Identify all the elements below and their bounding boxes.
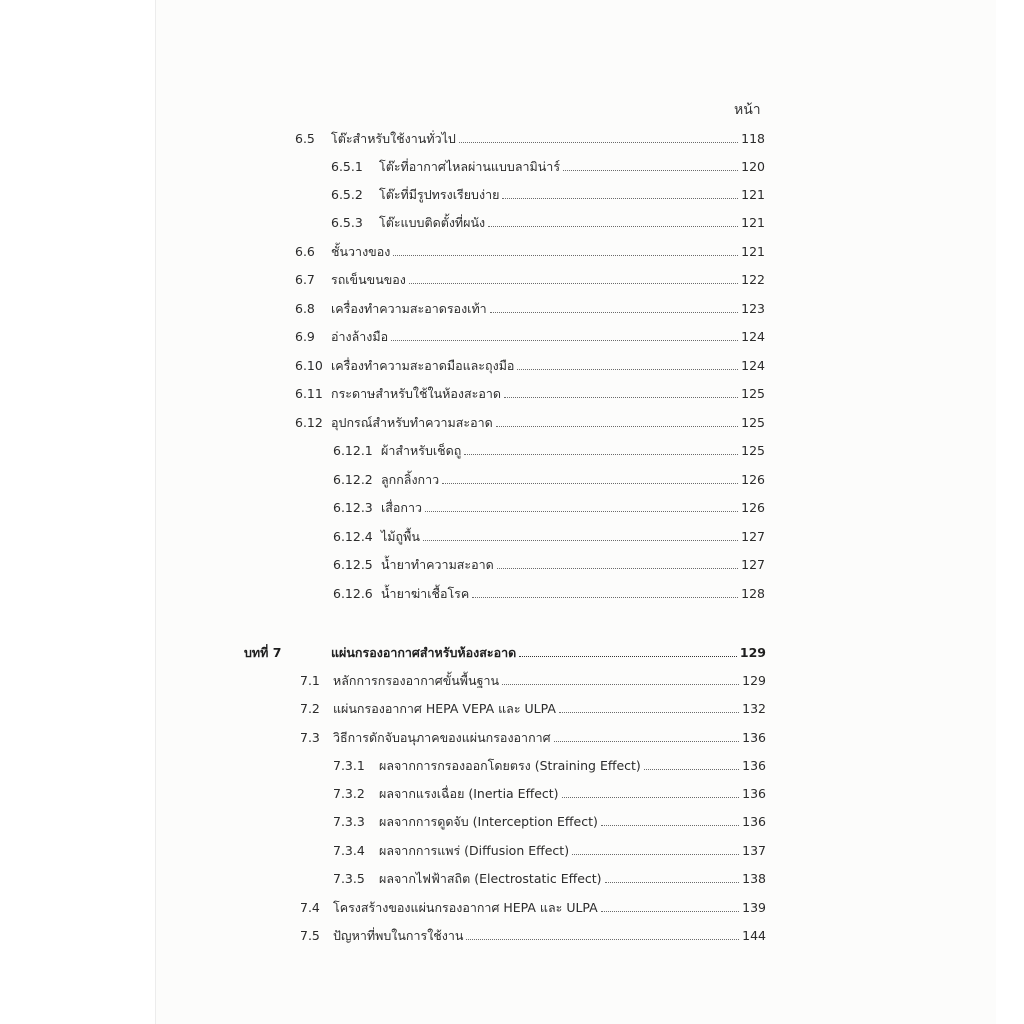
entry-title: โต๊ะสำหรับใช้งานทั่วไป bbox=[331, 131, 456, 146]
entry-number: 7.3.2 bbox=[333, 786, 365, 801]
entry-title: เครื่องทำความสะอาดมือและถุงมือ bbox=[331, 358, 515, 373]
leader-dots bbox=[563, 170, 738, 171]
leader-dots bbox=[497, 568, 738, 569]
entry-title: น้ำยาฆ่าเชื้อโรค bbox=[381, 586, 470, 601]
entry-title: ผลจากแรงเฉื่อย (Inertia Effect) bbox=[379, 786, 559, 801]
entry-number: 7.3.3 bbox=[333, 814, 365, 829]
toc-entry bbox=[331, 183, 765, 207]
entry-title: ผลจากการแพร่ (Diffusion Effect) bbox=[379, 843, 570, 858]
entry-title: โครงสร้างของแผ่นกรองอากาศ HEPA และ ULPA bbox=[333, 900, 598, 915]
entry-number: 6.12.6 bbox=[333, 586, 373, 601]
entry-number: 7.3.5 bbox=[333, 871, 365, 886]
toc-entry bbox=[331, 211, 765, 235]
entry-title: ผลจากการดูดจับ (Interception Effect) bbox=[379, 814, 598, 829]
entry-page: 121 bbox=[741, 244, 765, 259]
entry-number: 6.12.2 bbox=[333, 472, 373, 487]
entry-title: ลูกกลิ้งกาว bbox=[381, 472, 440, 487]
leader-dots bbox=[572, 854, 739, 855]
entry-number: 6.6 bbox=[295, 244, 315, 259]
entry-title: โต๊ะที่อากาศไหลผ่านแบบลามิน่าร์ bbox=[379, 159, 561, 174]
entry-number: 6.12.5 bbox=[333, 557, 373, 572]
entry-page: 144 bbox=[742, 928, 766, 943]
entry-title: ชั้นวางของ bbox=[331, 244, 391, 259]
leader-dots bbox=[409, 283, 738, 284]
toc-entry bbox=[295, 240, 765, 264]
entry-number: 7.3 bbox=[300, 730, 320, 745]
leader-dots bbox=[519, 656, 737, 657]
entry-number: 6.5 bbox=[295, 131, 315, 146]
toc-entry bbox=[300, 896, 766, 920]
chapter-number: บทที่ 7 bbox=[244, 645, 282, 660]
toc-entry bbox=[333, 867, 766, 891]
entry-title: แผ่นกรองอากาศ HEPA VEPA และ ULPA bbox=[333, 701, 556, 716]
toc-entry bbox=[300, 697, 766, 721]
leader-dots bbox=[504, 397, 738, 398]
toc-entry bbox=[331, 155, 765, 179]
leader-dots bbox=[425, 511, 738, 512]
entry-number: 6.12.3 bbox=[333, 500, 373, 515]
leader-dots bbox=[488, 226, 738, 227]
entry-title: ปัญหาที่พบในการใช้งาน bbox=[333, 928, 464, 943]
toc-entry bbox=[333, 553, 765, 577]
entry-number: 7.4 bbox=[300, 900, 320, 915]
entry-page: 122 bbox=[741, 272, 765, 287]
entry-title: กระดาษสำหรับใช้ในห้องสะอาด bbox=[331, 386, 501, 401]
toc-entry bbox=[295, 297, 765, 321]
leader-dots bbox=[472, 597, 738, 598]
entry-title: โต๊ะที่มีรูปทรงเรียบง่าย bbox=[379, 187, 500, 202]
leader-dots bbox=[393, 255, 738, 256]
leader-dots bbox=[423, 540, 738, 541]
toc-entry bbox=[333, 810, 766, 834]
leader-dots bbox=[459, 142, 738, 143]
toc-entry bbox=[300, 726, 766, 750]
entry-page: 123 bbox=[741, 301, 765, 316]
toc-entry bbox=[295, 325, 765, 349]
entry-title: เครื่องทำความสะอาดรองเท้า bbox=[331, 301, 487, 316]
entry-page: 128 bbox=[741, 586, 765, 601]
entry-number: 6.8 bbox=[295, 301, 315, 316]
entry-page: 125 bbox=[741, 386, 765, 401]
entry-page: 125 bbox=[741, 443, 765, 458]
entry-number: 6.9 bbox=[295, 329, 315, 344]
entry-page: 125 bbox=[741, 415, 765, 430]
entry-title: รถเข็นขนของ bbox=[331, 272, 406, 287]
toc-entry bbox=[333, 782, 766, 806]
entry-page: 136 bbox=[742, 730, 766, 745]
entry-page: 129 bbox=[742, 673, 766, 688]
entry-page: 121 bbox=[741, 187, 765, 202]
toc-entry bbox=[333, 496, 765, 520]
chapter-heading bbox=[244, 641, 766, 665]
entry-page: 118 bbox=[741, 131, 765, 146]
entry-title: ไม้ถูพื้น bbox=[381, 529, 420, 544]
toc-entry bbox=[333, 839, 766, 863]
entry-number: 6.5.3 bbox=[331, 215, 363, 230]
entry-title: น้ำยาทำความสะอาด bbox=[381, 557, 494, 572]
toc-entry bbox=[333, 525, 765, 549]
entry-title: วิธีการดักจับอนุภาคของแผ่นกรองอากาศ bbox=[333, 730, 551, 745]
leader-dots bbox=[391, 340, 738, 341]
entry-number: 7.3.4 bbox=[333, 843, 365, 858]
entry-page: 124 bbox=[741, 329, 765, 344]
entry-page: 127 bbox=[741, 529, 765, 544]
entry-title: อ่างล้างมือ bbox=[331, 329, 389, 344]
entry-title: เสื่อกาว bbox=[381, 500, 423, 515]
leader-dots bbox=[601, 911, 739, 912]
entry-page: 138 bbox=[742, 871, 766, 886]
entry-number: 6.12.4 bbox=[333, 529, 373, 544]
entry-number: 6.10 bbox=[295, 358, 323, 373]
leader-dots bbox=[466, 939, 739, 940]
toc-entry bbox=[295, 268, 765, 292]
leader-dots bbox=[502, 198, 738, 199]
page-column-header: หน้า bbox=[734, 102, 761, 118]
entry-page: 127 bbox=[741, 557, 765, 572]
entry-title: ผ้าสำหรับเช็ดถู bbox=[381, 443, 462, 458]
leader-dots bbox=[559, 712, 739, 713]
entry-page: 126 bbox=[741, 472, 765, 487]
entry-title: ผลจากการกรองออกโดยตรง (Straining Effect) bbox=[379, 758, 641, 773]
entry-title: อุปกรณ์สำหรับทำความสะอาด bbox=[331, 415, 493, 430]
chapter-page: 129 bbox=[739, 645, 766, 660]
toc-entry bbox=[295, 354, 765, 378]
entry-title: หลักการกรองอากาศขั้นพื้นฐาน bbox=[333, 673, 500, 688]
entry-page: 120 bbox=[741, 159, 765, 174]
toc-entry bbox=[300, 924, 766, 948]
entry-page: 137 bbox=[742, 843, 766, 858]
leader-dots bbox=[554, 741, 740, 742]
toc-entry bbox=[333, 754, 766, 778]
toc-entry bbox=[333, 439, 765, 463]
entry-number: 7.2 bbox=[300, 701, 320, 716]
leader-dots bbox=[562, 797, 740, 798]
entry-number: 7.5 bbox=[300, 928, 320, 943]
leader-dots bbox=[464, 454, 738, 455]
toc-entry bbox=[333, 582, 765, 606]
entry-number: 6.12 bbox=[295, 415, 323, 430]
entry-number: 6.11 bbox=[295, 386, 323, 401]
entry-page: 124 bbox=[741, 358, 765, 373]
entry-number: 6.5.2 bbox=[331, 187, 363, 202]
leader-dots bbox=[605, 882, 740, 883]
entry-page: 126 bbox=[741, 500, 765, 515]
entry-number: 6.12.1 bbox=[333, 443, 373, 458]
entry-title: ผลจากไฟฟ้าสถิต (Electrostatic Effect) bbox=[379, 871, 602, 886]
toc-entry bbox=[295, 411, 765, 435]
entry-page: 136 bbox=[742, 786, 766, 801]
entry-page: 136 bbox=[742, 814, 766, 829]
entry-page: 139 bbox=[742, 900, 766, 915]
leader-dots bbox=[496, 426, 738, 427]
toc-entry bbox=[333, 468, 765, 492]
chapter-title: แผ่นกรองอากาศสำหรับห้องสะอาด bbox=[331, 645, 517, 660]
entry-number: 7.3.1 bbox=[333, 758, 365, 773]
entry-page: 132 bbox=[742, 701, 766, 716]
entry-page: 121 bbox=[741, 215, 765, 230]
entry-number: 6.5.1 bbox=[331, 159, 363, 174]
leader-dots bbox=[442, 483, 738, 484]
entry-number: 6.7 bbox=[295, 272, 315, 287]
leader-dots bbox=[517, 369, 738, 370]
leader-dots bbox=[490, 312, 738, 313]
leader-dots bbox=[601, 825, 739, 826]
toc-entry bbox=[295, 382, 765, 406]
entry-page: 136 bbox=[742, 758, 766, 773]
toc-entry bbox=[295, 127, 765, 151]
toc-entry bbox=[300, 669, 766, 693]
entry-title: โต๊ะแบบติดตั้งที่ผนัง bbox=[379, 215, 486, 230]
entry-number: 7.1 bbox=[300, 673, 320, 688]
leader-dots bbox=[644, 769, 739, 770]
leader-dots bbox=[502, 684, 739, 685]
